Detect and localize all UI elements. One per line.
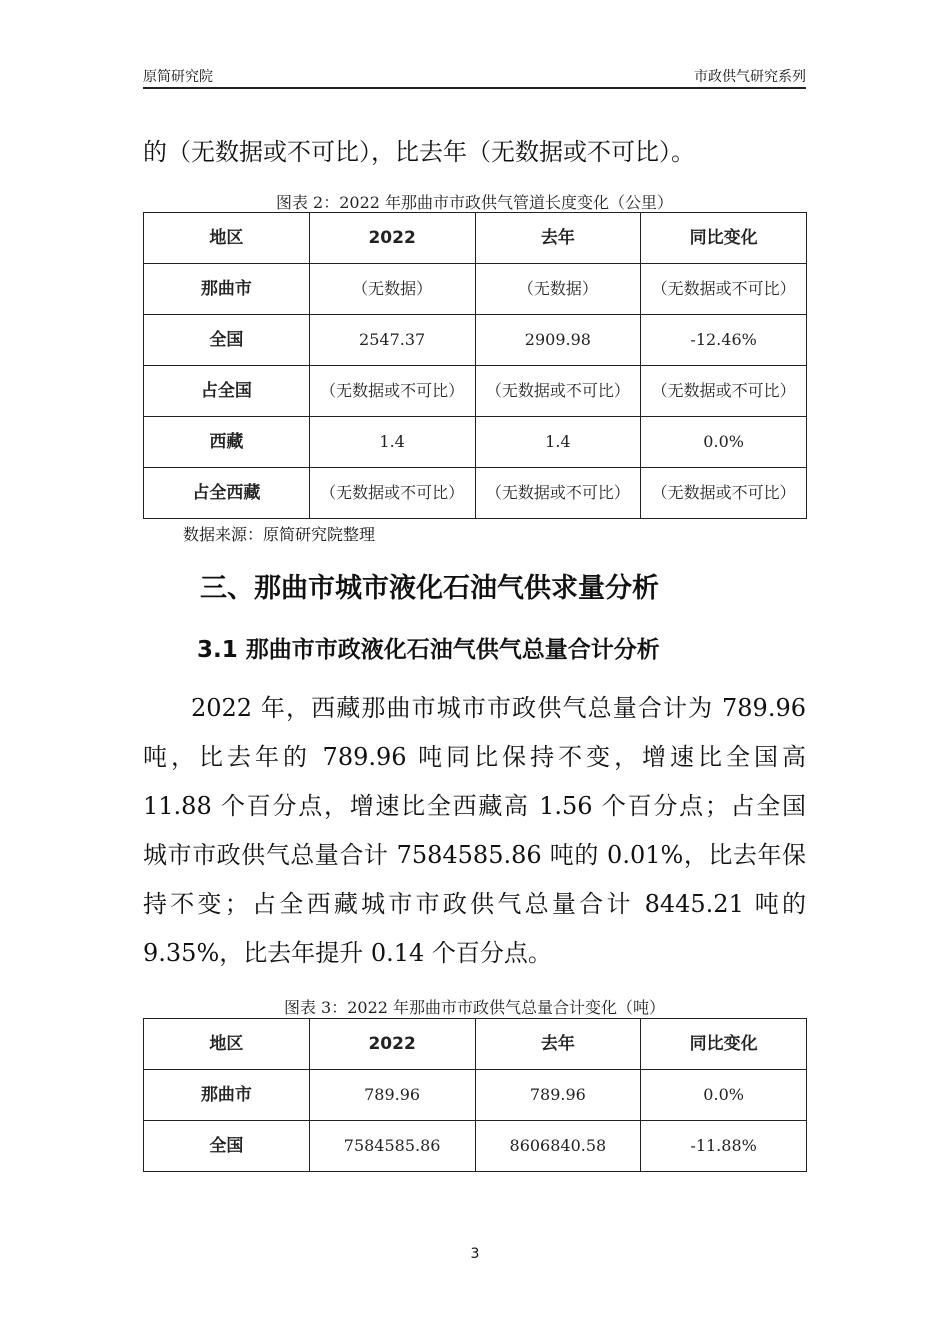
section-heading: 三、那曲市城市液化石油气供求量分析 [200,573,659,604]
column-header: 地区 [144,213,310,264]
table-row [144,468,807,519]
table-row [144,417,807,468]
table-cell: （无数据或不可比） [309,468,475,519]
table-cell: （无数据或不可比） [475,468,641,519]
table-cell: 7584585.86 [309,1121,475,1172]
table3-caption: 图表 3：2022 年那曲市市政供气总量合计变化（吨） [283,998,666,1017]
table-cell: 1.4 [475,417,641,468]
table-cell: （无数据或不可比） [641,264,807,315]
row-label: 占全国 [144,366,310,417]
table2-source: 数据来源：原简研究院整理 [183,525,376,544]
paragraph-line: 持不变；占全西藏城市市政供气总量合计 8445.21 吨的 [143,890,806,918]
header-divider [143,87,806,89]
header-left: 原简研究院 [143,69,213,85]
table-row [144,366,807,417]
table-cell: （无数据） [475,264,641,315]
table-cell: （无数据或不可比） [641,366,807,417]
table-cell: 0.0% [641,1070,807,1121]
header-right: 市政供气研究系列 [694,69,806,85]
table-cell: （无数据或不可比） [641,468,807,519]
table-cell: 8606840.58 [475,1121,641,1172]
column-header: 同比变化 [641,213,807,264]
table-cell: -12.46% [641,315,807,366]
column-header: 同比变化 [641,1019,807,1070]
page-number: 3 [470,1246,480,1262]
row-label: 那曲市 [144,264,310,315]
paragraph-line: 城市市政供气总量合计 7584585.86 吨的 0.01%，比去年保 [143,841,806,869]
table-row [144,1121,807,1172]
table-cell: 2547.37 [309,315,475,366]
column-header: 2022 [309,1019,475,1070]
table2-caption: 图表 2：2022 年那曲市市政供气管道长度变化（公里） [275,193,674,212]
table2 [143,212,807,519]
paragraph-line: 9.35%，比去年提升 0.14 个百分点。 [143,939,552,967]
paragraph-line: 2022 年，西藏那曲市城市市政供气总量合计为 789.96 [191,694,806,722]
column-header: 地区 [144,1019,310,1070]
row-label: 全国 [144,1121,310,1172]
table-cell: 0.0% [641,417,807,468]
paragraph-line: 吨，比去年的 789.96 吨同比保持不变，增速比全国高 [143,743,806,771]
table-cell: -11.88% [641,1121,807,1172]
table-cell: 789.96 [309,1070,475,1121]
intro-line: 的（无数据或不可比），比去年（无数据或不可比）。 [143,138,695,166]
row-label: 西藏 [144,417,310,468]
table-row [144,315,807,366]
table-header-row [144,213,807,264]
paragraph-line: 11.88 个百分点，增速比全西藏高 1.56 个百分点；占全国 [143,792,806,820]
table-row [144,1070,807,1121]
table-row [144,264,807,315]
table-cell: 1.4 [309,417,475,468]
row-label: 占全西藏 [144,468,310,519]
table3 [143,1018,807,1172]
row-label: 全国 [144,315,310,366]
table-cell: 789.96 [475,1070,641,1121]
column-header: 2022 [309,213,475,264]
subsection-heading: 3.1 那曲市市政液化石油气供气总量合计分析 [197,637,660,663]
table-cell: （无数据或不可比） [475,366,641,417]
column-header: 去年 [475,1019,641,1070]
table-header-row [144,1019,807,1070]
column-header: 去年 [475,213,641,264]
table-cell: 2909.98 [475,315,641,366]
table-cell: （无数据） [309,264,475,315]
table-cell: （无数据或不可比） [309,366,475,417]
row-label: 那曲市 [144,1070,310,1121]
